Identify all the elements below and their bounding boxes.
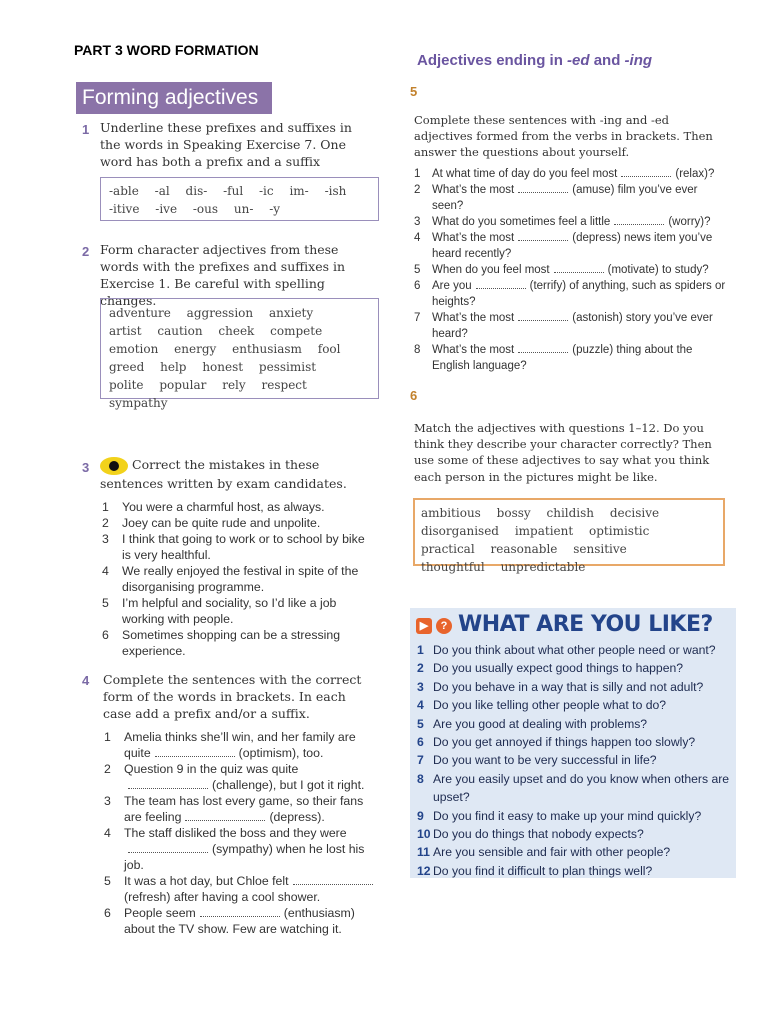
adjective-item: impatient [514,524,574,538]
exercise-1-number: 1 [82,122,90,137]
item-number: 2 [417,661,424,676]
word-item: polite [109,378,144,392]
sentence-item [102,515,372,531]
item-number: 1 [417,643,424,657]
word-item: cheek [218,324,255,338]
word-item: compete [270,324,323,338]
item-number: 6 [104,906,111,920]
gap-question-item [414,182,728,214]
item-number: 3 [417,679,424,694]
title-and: and [589,52,625,69]
item-number: 6 [102,628,109,642]
item-number: 7 [417,753,424,768]
word-item: enthusiasm [232,342,302,356]
exercise-3-instructions [100,456,360,492]
gap-sentence-item [104,873,382,905]
item-text-before: When do you feel most [432,264,550,276]
item-number: 8 [417,771,424,786]
word-item: honest [202,360,244,374]
gap-question-item [414,214,728,230]
item-text-before: What’s the most [432,344,515,356]
item-text-after: (amuse) film you’ve ever seen? [432,184,698,212]
affix-item: im- [289,184,309,198]
item-text: I’m helpful and sociality, so I’d like a job working with people. [122,596,337,626]
word-item: caution [157,324,203,338]
affix-item: -ic [259,184,274,198]
item-number: 2 [414,184,421,196]
item-number: 4 [414,232,421,244]
item-text-after: (relax)? [675,168,715,180]
item-number: 1 [104,730,111,744]
adjective-item: ambitious [421,506,481,520]
exercise-2-number: 2 [82,244,90,259]
affix-box [100,177,379,221]
answer-gap[interactable] [614,214,664,225]
item-text: Do you do things that nobody expects? [433,827,644,842]
answer-gap[interactable] [185,810,265,821]
item-number: 5 [414,264,421,276]
sentence-item [102,595,372,627]
item-text-after: (optimism), too. [238,746,324,760]
word-item: anxiety [268,306,314,320]
answer-gap[interactable] [518,182,568,193]
item-number: 5 [104,874,111,888]
item-text-after: (astonish) story you’ve ever heard? [432,312,713,340]
item-number: 1 [102,500,109,514]
answer-gap[interactable] [200,906,280,917]
title-ing: -ing [624,52,653,69]
adjective-item: thoughtful [421,560,485,574]
sentence-item [102,499,372,515]
item-text-before: Are you [432,280,472,292]
item-text-before: People seem [124,906,196,920]
exercise-5-number: 5 [410,84,418,99]
word-item: popular [159,378,207,392]
item-number: 8 [414,344,421,356]
item-text-after: (terrify) of anything, such as spiders or heights? [432,280,726,308]
item-number: 2 [102,516,109,530]
gap-sentence-item [104,905,382,937]
sentence-item [102,531,372,563]
gap-question-item [414,230,728,262]
exercise-2-instructions: Form character adjectives from these words with the prefixes and suffixes in Exercise 1. Be careful with spelling changes. [100,242,346,308]
affix-item: -itive [109,202,140,216]
word-item: artist [109,324,142,338]
item-text: Do you find it difficult to plan things well? [433,863,653,878]
answer-gap[interactable] [518,342,568,353]
item-number: 11 [417,845,430,860]
adjective-item: sensitive [573,542,627,556]
item-text: Are you easily upset and do you know when others are upset? [433,771,730,805]
exercise-5-list [414,166,728,374]
item-text-after: (refresh) after having a cool shower. [124,890,321,904]
answer-gap[interactable] [155,746,235,757]
item-text-after: (depress). [269,810,325,824]
item-text-after: (motivate) to study? [607,264,709,276]
quiz-question [417,770,733,807]
answer-gap[interactable] [621,166,671,177]
exercise-3-list [102,499,372,659]
affix-item: un- [233,202,254,216]
item-text-after: (worry)? [668,216,711,228]
item-number: 9 [417,808,424,823]
exercise-3-number: 3 [82,460,90,475]
quiz-question [417,825,733,843]
answer-gap[interactable] [476,278,526,289]
answer-gap[interactable] [128,778,208,789]
item-number: 3 [414,216,421,228]
item-number: 7 [414,312,421,324]
item-text-before: At what time of day do you feel most [432,168,618,180]
adjective-item: childish [546,506,595,520]
item-text-after: (sympathy) when he lost his job. [124,842,365,872]
item-number: 3 [104,794,111,808]
item-text: Sometimes shopping can be a stressing experience. [122,628,341,658]
item-text: Do you usually expect good things to happen? [433,661,684,676]
item-number: 4 [102,564,109,578]
quiz-question [417,843,733,861]
word-item: respect [261,378,307,392]
item-text: Do you want to be very successful in life? [433,753,657,768]
adjective-item: optimistic [589,524,650,538]
item-number: 5 [102,596,109,610]
item-text-after: (puzzle) thing about the English language? [432,344,693,372]
word-item: rely [222,378,246,392]
item-number: 1 [414,168,421,180]
gap-question-item [414,278,728,310]
affix-item: -able [109,184,139,198]
adjective-item: reasonable [490,542,558,556]
adjective-item: practical [421,542,475,556]
adjective-item: bossy [496,506,531,520]
affix-item: -ish [324,184,347,198]
word-item: pessimist [258,360,317,374]
word-item: sympathy [109,396,168,410]
item-number: 6 [414,280,421,292]
quiz-heading: WHAT ARE YOU LIKE? [458,612,713,637]
affix-item: dis- [185,184,208,198]
quiz-question [417,696,733,714]
item-text-before: The team has lost every game, so their fans are feeling [124,794,364,824]
item-text-before: What do you sometimes feel a little [432,216,611,228]
quiz-question [417,678,733,696]
item-text: You were a charmful host, as always. [122,500,325,514]
gap-question-item [414,166,728,182]
quiz-question [417,751,733,769]
affix-item: -ive [155,202,178,216]
quiz-question [417,733,733,751]
item-text-before: What’s the most [432,312,515,324]
quiz-question-list [417,641,733,880]
adjective-item: disorganised [421,524,499,538]
word-item: adventure [109,306,171,320]
affix-item: -al [154,184,170,198]
item-text-before: It was a hot day, but Chloe felt [124,874,289,888]
adjective-item: decisive [609,506,660,520]
quiz-question [417,641,733,659]
exercise-4-instructions: Complete the sentences with the correct form of the words in brackets. In each case add a prefix and/or a suffix. [103,672,362,721]
word-item: energy [174,342,217,356]
item-text: Do you behave in a way that is silly and not adult? [433,679,704,694]
item-text: Do you like telling other people what to do? [433,698,667,713]
item-number: 3 [102,532,109,546]
item-text: Joey can be quite rude and unpolite. [122,516,321,530]
gap-sentence-item [104,729,382,761]
affix-item: -ous [192,202,219,216]
question-icon: ? [436,618,452,634]
item-number: 2 [104,762,111,776]
title-part-1: Adjectives ending in [417,52,568,69]
exercise-3-text: Correct the mistakes in these sentences written by exam candidates. [100,457,347,491]
word-item: fool [317,342,341,356]
adjective-box [413,498,725,574]
exercise-1-instructions: Underline these prefixes and suffixes in the words in Speaking Exercise 7. One word has both a prefix and a suffix [100,120,352,169]
answer-gap[interactable] [293,874,373,885]
item-text-after: (challenge), but I got it right. [212,778,365,792]
item-text: Do you find it easy to make up your mind quickly? [433,808,702,823]
item-text: Are you sensible and fair with other people? [433,845,671,860]
quiz-question [417,659,733,677]
exercise-6-number: 6 [410,388,418,403]
item-number: 6 [417,735,424,750]
item-text: Are you good at dealing with problems? [433,716,648,731]
word-item: help [160,360,187,374]
gap-question-item [414,262,728,278]
word-box [100,298,379,410]
word-item: aggression [186,306,254,320]
item-text-after: (enthusiasm) about the TV show. Few are watching it. [124,906,355,936]
word-item: emotion [109,342,159,356]
item-text: I think that going to work or to school by bike is very healthful. [122,532,365,562]
gap-question-item [414,342,728,374]
answer-gap[interactable] [554,262,604,273]
item-text-before: Amelia thinks she’ll win, and her family are quite [124,730,356,760]
title-ed: -ed [567,52,590,69]
quiz-question [417,807,733,825]
item-text-before: The staff disliked the boss and they were [124,826,347,840]
quiz-question [417,715,733,733]
right-section-title [417,52,652,69]
sentence-item [102,627,372,659]
exercise-6-instructions: Match the adjectives with questions 1–12. Do you think they describe your character correctly? Then use some of these adjectives to say what you think each person in the pictures might be like. [414,421,712,484]
item-text-before: What’s the most [432,232,515,244]
exercise-5-instructions: Complete these sentences with -ing and -ed adjectives formed from the verbs in brackets. Then answer the questions about yourself. [414,113,713,159]
adjective-item: unpredictable [500,560,586,574]
answer-gap[interactable] [518,310,568,321]
exercise-4-list [104,729,382,937]
exercise-4-number: 4 [82,673,90,688]
answer-gap[interactable] [518,230,568,241]
gap-sentence-item [104,761,382,793]
quiz-question [417,862,733,880]
gap-sentence-item [104,793,382,825]
quiz-panel [410,608,736,878]
item-number: 5 [417,716,424,731]
item-number: 4 [417,698,424,713]
exam-tip-eye-icon [100,457,128,475]
play-icon: ▶ [416,618,432,634]
gap-question-item [414,310,728,342]
item-number: 10 [417,827,431,842]
item-text: Do you think about what other people need or want? [433,643,716,657]
word-item: greed [109,360,145,374]
section-banner: Forming adjectives [76,82,272,114]
item-text-after: (depress) news item you’ve heard recently? [432,232,713,260]
item-text-before: Question 9 in the quiz was quite [124,762,299,776]
affix-item: -y [269,202,281,216]
page-title: PART 3 WORD FORMATION [74,42,259,58]
item-number: 4 [104,826,111,840]
item-text-before: What’s the most [432,184,515,196]
item-text: Do you get annoyed if things happen too slowly? [433,735,696,750]
item-text: We really enjoyed the festival in spite of the disorganising programme. [122,564,359,594]
item-number: 12 [417,863,431,878]
gap-sentence-item [104,825,382,873]
sentence-item [102,563,372,595]
answer-gap[interactable] [128,842,208,853]
affix-item: -ful [223,184,244,198]
